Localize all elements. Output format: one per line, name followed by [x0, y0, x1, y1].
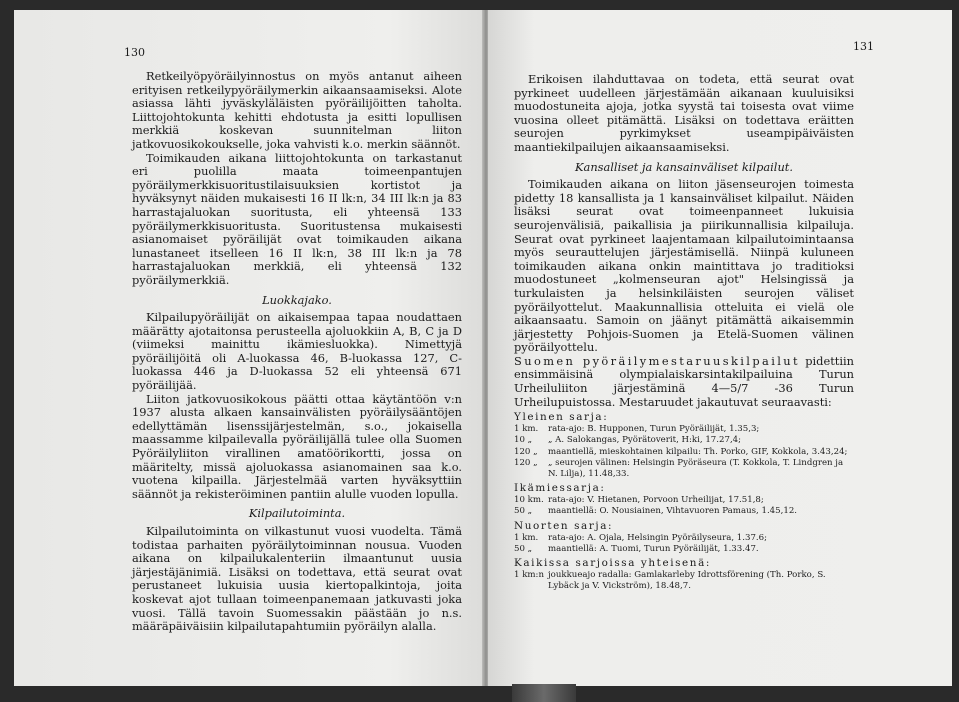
paragraph: Toimikauden aikana on liiton jäsenseurojen toimesta pidetty 18 kansallista ja 1 kansainväliset kilpailut. Näiden lisäksi seurat ovat toimeenpanneet lukuisia seurojenvälisiä, paikallisia ja piirikunnallisia kilpailuja. Seurat ovat pyrkineet laajentamaan kilpailutoimintaansa myös seurauttelujen järjestämisellä. Niinpä kuluneen toimikauden aikana onkin maintittava jo traditioksi muodostuneet „kolmenseuran ajot" Helsingissä ja turkulaisten ja helsinkiläisten seurojen väliset pyöräilyottelut. Maakunnallisia otteluita ei vielä ole aikaansaatu. Samoin on jäänyt pitämättä aikaisemmin järjestetty Pohjois-Suomen ja Etelä-Suomen välinen pyöräilyottelu.: [514, 177, 854, 355]
right-page: [488, 10, 952, 686]
result-distance: 50 „: [514, 543, 533, 554]
paragraph: Liiton jatkovuosikokous päätti ottaa käytäntöön v:n 1937 alusta alkaen kansainvälisten pyöräilysääntöjen edellyttämän lisenssijärjestelmän, s.o., jokaisella maassamme kilpailevalla pyöräilijällä tulee olla Suomen Pyöräilyliiton virallinen amatöörikortti, jossa on määritelty, missä ajoluokassa asianomainen saa k.o. vuotena kilpailla. Järjestelmää varten hyväksyttiin säännöt ja rekisteröiminen pantiin alulle vuoden lopulla.: [132, 391, 462, 501]
results-category: Ikämiessarja:: [514, 482, 606, 495]
section-heading: Luokkajako.: [262, 292, 332, 307]
left-text: [132, 70, 462, 634]
right-text: [514, 73, 854, 592]
paragraph: Erikoisen ilahduttavaa on todeta, että seurat ovat pyrkineet uudelleen järjestämään aikanaan kuuluisiksi muodostuneita ajoja, jotka syystä tai toisesta ovat viime vuosina olleet pitämättä. Lisäksi on todettava eräitten seurojen pyrkimykset useampipäiväisten maantiekilpailujen aikaansaamiseksi.: [514, 72, 854, 154]
section-heading: Kilpailutoiminta.: [248, 506, 346, 521]
result-text: „ seurojen välinen: Helsingin Pyöräseura (T. Kokkola, T. Lindgren ja N. Lilja), 11.48,33.: [548, 457, 844, 480]
result-text: rata-ajo: B. Hupponen, Turun Pyöräilijät, 1.35,3;: [548, 424, 760, 435]
section-heading: Kansalliset ja kansainväliset kilpailut.: [575, 159, 793, 174]
result-distance: 1 km:n: [514, 570, 544, 581]
result-text: „ A. Salokangas, Pyörätoverit, H:ki, 17.27,4;: [548, 435, 742, 446]
result-row: [514, 533, 854, 544]
result-distance: 10 km.: [514, 495, 544, 506]
result-row: [514, 506, 854, 517]
result-distance: 10 „: [514, 435, 533, 446]
result-text: rata-ajo: A. Ojala, Helsingin Pyöräilyseura, 1.37.6;: [548, 532, 768, 543]
paragraph: Kilpailutoiminta on vilkastunut vuosi vuodelta. Tämä todistaa parhaiten pyöräilytoiminnan nousua. Vuoden aikana on kilpailukalenteriin ilmaantunut uusia järjestäjänimiä. Lisäksi on todettava, että seurat ovat perustaneet lukuisia uusia kiertopalkintoja, joita koskevat ajot tullaan toimeenpanemaan jatkuvasti joka vuosi. Tällä tavoin Suomessakin päästään jo n.s. määräpäiväisiin kilpailutapahtumiin pyöräilyn alalla.: [132, 524, 462, 634]
paragraph: Toimikauden aikana liittojohtokunta on tarkastanut eri puolilla maata toimeenpantujen pyöräilymerkkisuoritustilaisuuksien kortistot ja hyväksynyt näiden mukaisesti 16 II lk:n, 34 III lk:n ja 83 harrastajaluokan suoritusta, eli yhteensä 133 pyöräilymerkkisuoritusta. Suoritustensa mukaisesti asianomaiset pyöräilijät ovat toimikauden aikana lunastaneet itselleen 16 II lk:n, 38 III lk:n ja 78 harrastajaluokan merkkiä, eli yhteensä 132 pyöräilymerkkiä.: [132, 150, 462, 287]
paragraph: Retkeilyöpyöräilyinnostus on myös antanut aiheen erityisen retkeilypyöräilymerkin aikaansaamiseksi. Alote asiassa lähti jyväskyläläisten pyöräilijöitten taholta. Liittojohtokunta kehitti ehdotusta ja esitti lopullisen merkkiä koskevan suunnitelman liiton jatkovuosikokoukselle, joka vahvisti k.o. merkin säännöt.: [132, 69, 462, 151]
result-row: [514, 458, 854, 480]
result-row: [514, 570, 854, 592]
championship-text: pidettiin ensimmäisinä olympialaiskarsintakilpailuina Turun Urheiluliiton järjestäminä 4—5/7 -36 Turun Urheilupuistossa. Mestaruudet jakautuvat seuraavasti:: [514, 353, 854, 409]
result-text: rata-ajo: V. Hietanen, Porvoon Urheilijat, 17.51,8;: [548, 495, 764, 506]
result-distance: 120 „: [514, 457, 538, 468]
result-distance: 50 „: [514, 506, 533, 517]
result-text: maantiellä, mieskohtainen kilpailu: Th. Porko, GIF, Kokkola, 3.43,24;: [548, 446, 848, 457]
left-page: [14, 10, 484, 686]
paragraph: Kilpailupyöräilijät on aikaisempaa tapaa noudattaen määrätty ajotaitonsa perusteella ajoluokkiin A, B, C ja D (viimeksi mainittu ikämiesluokka). Nimettyjä pyöräilijöitä oli A-luokassa 46, B-luokassa 127, C-luokassa 446 ja D-luokassa 52 eli yhteensä 671 pyöräilijää.: [132, 310, 462, 393]
page-number-right: 131: [853, 40, 874, 53]
result-row: [514, 435, 854, 446]
result-text: joukkueajo radalla: Gamlakarleby Idrottsförening (Th. Porko, S. Lybäck ja V. Vickström), 18.48,7.: [548, 570, 826, 592]
result-distance: 1 km.: [514, 424, 539, 435]
book-edge-stripe: [512, 684, 576, 702]
result-text: maantiellä: A. Tuomi, Turun Pyöräilijät, 1.33.47.: [548, 543, 759, 554]
results-category: Yleinen sarja:: [514, 411, 609, 424]
result-row: [514, 495, 854, 506]
result-distance: 120 „: [514, 446, 538, 457]
result-row: [514, 544, 854, 555]
result-row: [514, 424, 854, 435]
result-row: [514, 447, 854, 458]
result-text: maantiellä: O. Nousiainen, Vihtavuoren Pamaus, 1.45,12.: [548, 506, 798, 517]
results-category: Nuorten sarja:: [514, 519, 614, 532]
results-list: [514, 411, 854, 592]
championship-paragraph: [514, 355, 854, 409]
result-distance: 1 km.: [514, 532, 539, 543]
championship-lead: Suomen pyöräilymestaruuskilpailut: [514, 353, 801, 368]
page-number-left: 130: [124, 46, 145, 59]
results-category: Kaikissa sarjoissa yhteisenä:: [514, 557, 711, 570]
